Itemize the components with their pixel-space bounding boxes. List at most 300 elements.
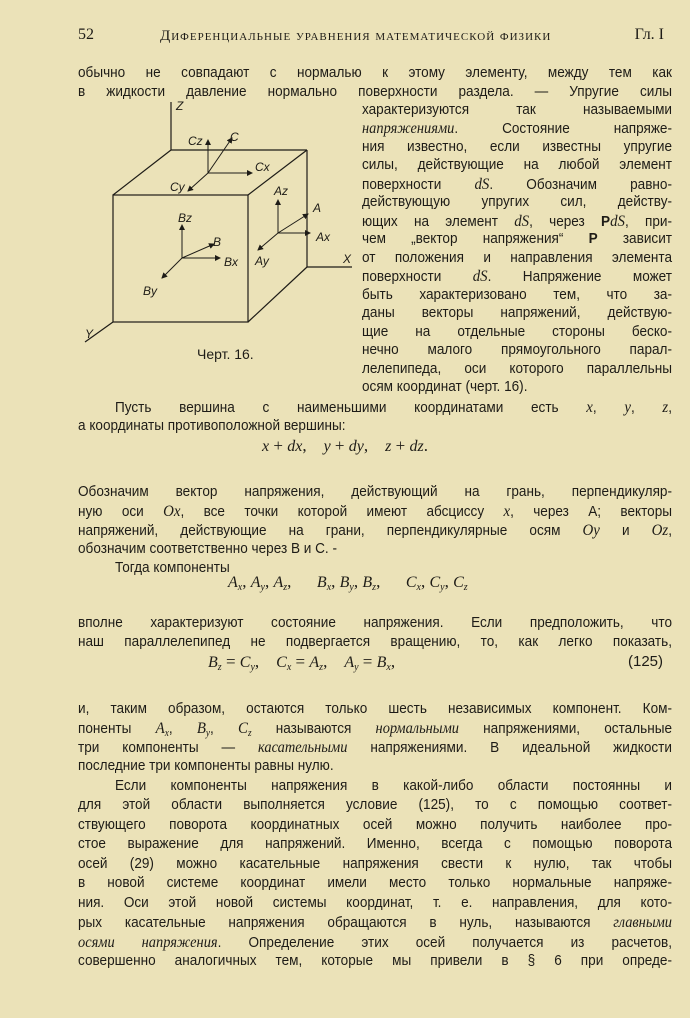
segment-text: . Напряжение может (487, 269, 672, 285)
text-line (362, 101, 672, 120)
text-line (78, 874, 672, 893)
text-segment (115, 560, 230, 576)
segment-text: B (376, 654, 387, 671)
text-line (78, 521, 672, 540)
text-line (78, 952, 672, 971)
text-line (78, 83, 672, 102)
emphasis-text (78, 934, 218, 951)
text-segment (242, 572, 251, 591)
text-line (362, 249, 672, 268)
segment-text: быть характеризовано тем, что за- (362, 286, 672, 303)
display-formula (208, 652, 395, 673)
text-line (362, 212, 672, 231)
segment-text: A (250, 574, 261, 591)
text-line (78, 835, 672, 854)
text-segment (445, 572, 454, 591)
math-symbol (429, 574, 444, 591)
text-segment (625, 214, 672, 230)
segment-text: последние три компоненты равны нулю. (78, 758, 334, 774)
segment-text: dS (514, 212, 530, 230)
segment-text: C (405, 574, 417, 591)
label-a: A (313, 201, 322, 215)
subscript: x (326, 582, 332, 593)
segment-text: рых касательные напряжения обращаются в нуль, называются (78, 915, 614, 931)
vector-a (278, 214, 308, 233)
text-line (78, 417, 672, 436)
text-line (78, 64, 672, 83)
segment-text: Oy (582, 522, 600, 539)
subscript: x (386, 662, 391, 673)
text-segment (78, 721, 156, 737)
text-segment (78, 915, 613, 931)
subscript: z (319, 662, 324, 673)
page-number: 52 (78, 26, 94, 43)
text-segment (78, 875, 672, 891)
segment-text: и, таким образом, остаются только шесть независимых компонент. Ком- (78, 701, 672, 717)
math-symbol (287, 438, 302, 455)
label-ax: Ax (316, 230, 331, 244)
math-symbol (514, 213, 529, 230)
text-segment (362, 287, 672, 303)
subscript: z (247, 728, 252, 739)
segment-text: нормальными (375, 720, 459, 737)
bold-symbol (589, 231, 598, 247)
segment-text: щие на отдельные стороны беско- (362, 323, 672, 340)
math-symbol (309, 654, 323, 671)
text-segment (362, 269, 473, 285)
segment-text: , (668, 523, 672, 539)
math-symbol (238, 720, 252, 737)
text-line (362, 138, 672, 157)
segment-text: + (269, 436, 288, 455)
text-line (78, 757, 672, 776)
text-segment (78, 758, 334, 774)
text-segment (252, 721, 376, 737)
math-symbol (406, 574, 421, 591)
running-title: Диференциальные уравнения математической физики (160, 28, 552, 44)
text-segment (78, 953, 672, 969)
text-line (362, 341, 672, 360)
segment-text: касательными (257, 739, 348, 756)
segment-text: от положения и направления элемента (362, 249, 672, 266)
segment-text: P (588, 231, 598, 247)
label-bz: Bz (178, 211, 193, 225)
math-symbol (317, 574, 331, 591)
text-line (78, 933, 672, 952)
segment-text: B (316, 574, 327, 591)
text-segment (510, 504, 672, 520)
subscript: y (440, 582, 445, 593)
label-cx: Cx (255, 160, 270, 174)
text-line (362, 175, 672, 194)
subscript: x (286, 662, 292, 673)
math-symbol (163, 503, 180, 520)
text-segment (362, 139, 672, 155)
segment-text: поверхности (362, 176, 475, 193)
text-line (362, 119, 672, 138)
segment-text: чем „вектор напряжения“ (362, 231, 589, 247)
subscript: z (217, 662, 222, 673)
segment-text: B (208, 654, 218, 671)
segment-text: + (330, 436, 349, 455)
segment-text: в жидкости давление нормально поверхности раздела. — Упругие силы (78, 84, 672, 100)
segment-text: напряжениями, остальные (458, 721, 672, 737)
segment-text: , (444, 572, 454, 591)
segment-text: напряжениями (362, 120, 455, 137)
subscript: x (164, 728, 169, 739)
segment-text: вполне характеризуют состояние напряжения. Если предположить, что (78, 615, 672, 631)
emphasis-text (362, 120, 454, 137)
text-segment (78, 541, 337, 557)
segment-text: осями напряжения (78, 933, 218, 951)
equation-number: (125) (628, 653, 664, 670)
segment-text: , через (529, 213, 602, 230)
text-segment (78, 836, 672, 852)
text-segment (489, 177, 672, 193)
segment-text: ющих на элемент (362, 213, 515, 230)
figure-caption: Черт. 16. (197, 346, 254, 362)
label-z: Z (176, 99, 184, 113)
text-segment (362, 379, 527, 395)
math-symbol (377, 654, 391, 671)
text-segment (287, 572, 317, 591)
segment-text: совершенно аналогичных тем, которые мы привели в § 6 при опреде- (78, 953, 672, 969)
segment-text: поверхности (362, 269, 473, 285)
text-segment (391, 436, 409, 455)
segment-text: , (331, 572, 340, 591)
segment-text: силы, действующие на любой элемент (362, 157, 672, 173)
text-segment (255, 652, 276, 671)
text-line (78, 913, 672, 932)
math-symbol (362, 574, 376, 591)
segment-text: , (390, 652, 396, 671)
text-line (78, 502, 672, 521)
text-line (115, 398, 672, 417)
segment-text: = (291, 652, 310, 671)
segment-text: C (276, 654, 287, 671)
emphasis-text (258, 739, 347, 756)
segment-text: называются (251, 721, 376, 737)
vector-by (162, 258, 182, 278)
math-symbol (208, 654, 222, 671)
chapter-label: Гл. I (634, 26, 664, 43)
text-segment (78, 740, 258, 756)
segment-text: характеризуются так называемыми (362, 102, 672, 118)
segment-text: dS (610, 212, 625, 230)
segment-text: dS (474, 175, 490, 193)
segment-text: , (323, 652, 345, 671)
segment-text: для этой области выполняется условие (125), то с помощью соответ- (78, 797, 672, 813)
text-segment (424, 436, 428, 455)
segment-text: Oz (651, 522, 669, 539)
text-line (78, 894, 672, 913)
emphasis-text (613, 914, 672, 931)
text-segment (362, 231, 589, 247)
text-line (362, 286, 672, 305)
segment-text: x (262, 438, 270, 455)
text-segment (391, 652, 395, 671)
math-symbol (156, 720, 169, 737)
subscript: z (372, 582, 377, 593)
text-line (78, 719, 672, 738)
text-segment (302, 436, 323, 455)
text-segment (180, 504, 503, 520)
text-line (362, 267, 672, 286)
segment-text: x (503, 503, 511, 520)
segment-text: B (196, 720, 206, 737)
segment-text: A (273, 574, 284, 591)
segment-text: = (221, 652, 240, 671)
emphasis-text (376, 720, 459, 737)
subscript: y (250, 662, 255, 673)
label-ay: Ay (255, 254, 269, 268)
math-symbol (197, 720, 210, 737)
segment-text: dz (409, 438, 424, 455)
segment-text: + (391, 436, 410, 455)
segment-text: Ox (163, 503, 181, 520)
segment-text: A (344, 654, 355, 671)
segment-text: y (624, 399, 631, 416)
segment-text: осей (29) можно касательные напряжения свести к нулю, так чтобы (78, 855, 672, 872)
text-segment (78, 634, 672, 650)
label-cz: Cz (188, 134, 203, 148)
text-segment (364, 436, 385, 455)
segment-text: , (630, 400, 663, 416)
segment-text: Пусть вершина с наименьшими координатами есть (115, 400, 587, 416)
text-line (78, 700, 672, 719)
segment-text: , (363, 436, 386, 455)
segment-text: C (238, 720, 248, 737)
text-line (362, 230, 672, 249)
math-symbol (409, 438, 423, 455)
segment-text: стое выражение для напряжений. Именно, всегда с помощью поворота (78, 836, 672, 852)
math-symbol (453, 574, 468, 591)
segment-text: A (155, 720, 165, 737)
text-line (115, 777, 672, 796)
segment-text: лелепипеда, оси которого параллельны (362, 360, 672, 377)
segment-text: , (254, 652, 277, 671)
label-y: Y (85, 327, 94, 341)
segment-text: а координаты противоположной вершины: (78, 418, 346, 434)
segment-text: dS (472, 268, 488, 285)
segment-text: C (453, 574, 464, 591)
text-line (78, 540, 672, 559)
segment-text: , через A; векторы (510, 504, 673, 520)
math-symbol (228, 574, 242, 591)
segment-text: x (586, 399, 593, 416)
segment-text: = (358, 652, 377, 671)
text-segment (529, 214, 601, 230)
math-symbol (240, 654, 255, 671)
segment-text: ния известно, если известны упругие (362, 138, 672, 155)
math-symbol (610, 213, 625, 230)
segment-text: z (662, 399, 669, 416)
math-symbol (652, 522, 669, 539)
text-line (362, 323, 672, 342)
segment-text: C (429, 574, 441, 591)
subscript: z (463, 582, 468, 593)
text-line (362, 360, 672, 379)
text-line (78, 816, 672, 835)
text-line (362, 378, 672, 397)
segment-text: , (668, 400, 673, 416)
segment-text: , все точки которой имеют абсциссу (180, 504, 504, 520)
text-segment (291, 652, 309, 671)
text-segment (78, 797, 672, 813)
math-symbol (474, 176, 489, 193)
segment-text: , (592, 400, 625, 416)
text-segment (78, 615, 672, 631)
text-segment (78, 504, 163, 520)
text-segment (78, 895, 672, 911)
text-segment (362, 324, 672, 340)
segment-text: , (168, 721, 197, 737)
text-segment (600, 523, 652, 539)
text-segment (362, 157, 672, 173)
segment-text: A (309, 654, 320, 671)
vector-ay (258, 233, 278, 250)
math-symbol (349, 438, 364, 455)
segment-text: Обозначим вектор напряжения, действующий на грань, перпендикуляр- (78, 484, 672, 500)
text-segment (362, 102, 672, 118)
text-line (78, 796, 672, 815)
label-by: By (143, 284, 158, 298)
segment-text: поненты (78, 721, 156, 737)
display-formula (262, 436, 428, 456)
subscript: y (260, 582, 265, 593)
text-segment (362, 177, 474, 193)
text-segment (598, 231, 672, 247)
text-segment (323, 652, 344, 671)
vector-c (208, 138, 232, 173)
segment-text: , (287, 572, 317, 591)
segment-text: , (376, 572, 406, 591)
segment-text: обозначим соответственно через B и C. - (78, 541, 337, 557)
math-symbol (251, 574, 265, 591)
math-symbol (273, 574, 287, 591)
text-segment (222, 652, 240, 671)
text-segment (269, 436, 287, 455)
text-segment (78, 817, 672, 833)
text-line (362, 193, 672, 212)
segment-text: z (385, 438, 392, 455)
math-symbol (583, 522, 600, 539)
text-line (78, 614, 672, 633)
text-segment (488, 269, 672, 285)
text-segment (331, 436, 349, 455)
segment-text: ствующего поворота координатных осей можно получить наиболее про- (78, 816, 672, 833)
segment-text: главными (613, 914, 672, 931)
text-segment (359, 652, 377, 671)
text-segment (78, 418, 345, 434)
segment-text: C (239, 654, 251, 671)
text-segment (115, 778, 672, 794)
text-line (78, 633, 672, 652)
math-symbol (473, 268, 488, 285)
text-segment (362, 342, 672, 358)
label-bx: Bx (224, 255, 239, 269)
text-segment (376, 572, 406, 591)
text-segment (78, 856, 672, 872)
text-segment (362, 214, 514, 230)
segment-text: даны векторы напряжений, действую- (362, 305, 672, 321)
text-segment (362, 361, 672, 377)
segment-text: , (353, 572, 363, 591)
segment-text: в новой системе координат имели место только нормальные напряже- (78, 875, 672, 891)
text-segment (210, 721, 238, 737)
segment-text: , (210, 721, 239, 737)
segment-text: , (264, 572, 274, 591)
segment-text: и (599, 523, 652, 539)
segment-text: Если компоненты напряжения в какой-либо области постоянны и (115, 778, 672, 794)
math-symbol (344, 654, 358, 671)
segment-text: . Состояние напряже- (454, 121, 672, 137)
text-line (362, 156, 672, 175)
text-segment (169, 721, 197, 737)
text-segment (78, 84, 672, 100)
text-segment (78, 65, 672, 81)
segment-text: , при- (624, 213, 672, 230)
text-segment (668, 523, 672, 539)
subscript: y (354, 662, 359, 673)
segment-text: ния. Оси этой новой системы координат, т. е. направления, для кото- (78, 894, 672, 911)
text-line (78, 738, 672, 757)
text-line (78, 483, 672, 502)
text-segment (347, 740, 672, 756)
segment-text: dy (348, 438, 364, 455)
segment-text: зависит (597, 231, 672, 247)
label-c: C (230, 130, 239, 144)
text-segment (668, 400, 672, 416)
segment-text: наш параллелепипед не подвергается вращению, то, как легко показать, (78, 634, 672, 650)
text-segment (78, 484, 672, 500)
subscript: x (237, 582, 243, 593)
math-symbol (624, 399, 631, 416)
math-symbol (276, 654, 291, 671)
segment-text: нечно малого прямоугольного парал- (362, 342, 672, 358)
text-segment (631, 400, 662, 416)
text-segment (115, 400, 586, 416)
label-x: X (343, 252, 352, 266)
subscript: y (205, 728, 211, 739)
text-segment (362, 305, 672, 321)
segment-text: обычно не совпадают с нормалью к этому элементу, между тем как (78, 65, 672, 81)
segment-text: B (362, 574, 373, 591)
segment-text: напряжений, действующие на грани, перпендикулярные осям (78, 523, 583, 539)
vector-cy (188, 173, 208, 191)
text-line (362, 304, 672, 323)
text-segment (78, 701, 672, 717)
text-segment (362, 250, 672, 266)
vector-b (182, 244, 214, 258)
segment-text: ную оси (78, 504, 164, 520)
text-segment (218, 935, 672, 951)
text-segment (593, 400, 624, 416)
text-segment (78, 523, 583, 539)
segment-text: dx (287, 438, 303, 455)
segment-text: осям координат (черт. 16). (362, 379, 528, 395)
segment-text: A (228, 574, 238, 591)
math-symbol (324, 438, 331, 455)
segment-text: . Определение этих осей получается из расчетов, (217, 934, 672, 951)
segment-text: . (423, 436, 428, 455)
segment-text: y (323, 438, 331, 455)
subscript: z (283, 582, 288, 593)
segment-text: действующую упругих сил, действу- (362, 194, 672, 210)
segment-text: . Обозначим равно- (489, 176, 672, 193)
text-segment (459, 721, 672, 737)
text-line (78, 855, 672, 874)
